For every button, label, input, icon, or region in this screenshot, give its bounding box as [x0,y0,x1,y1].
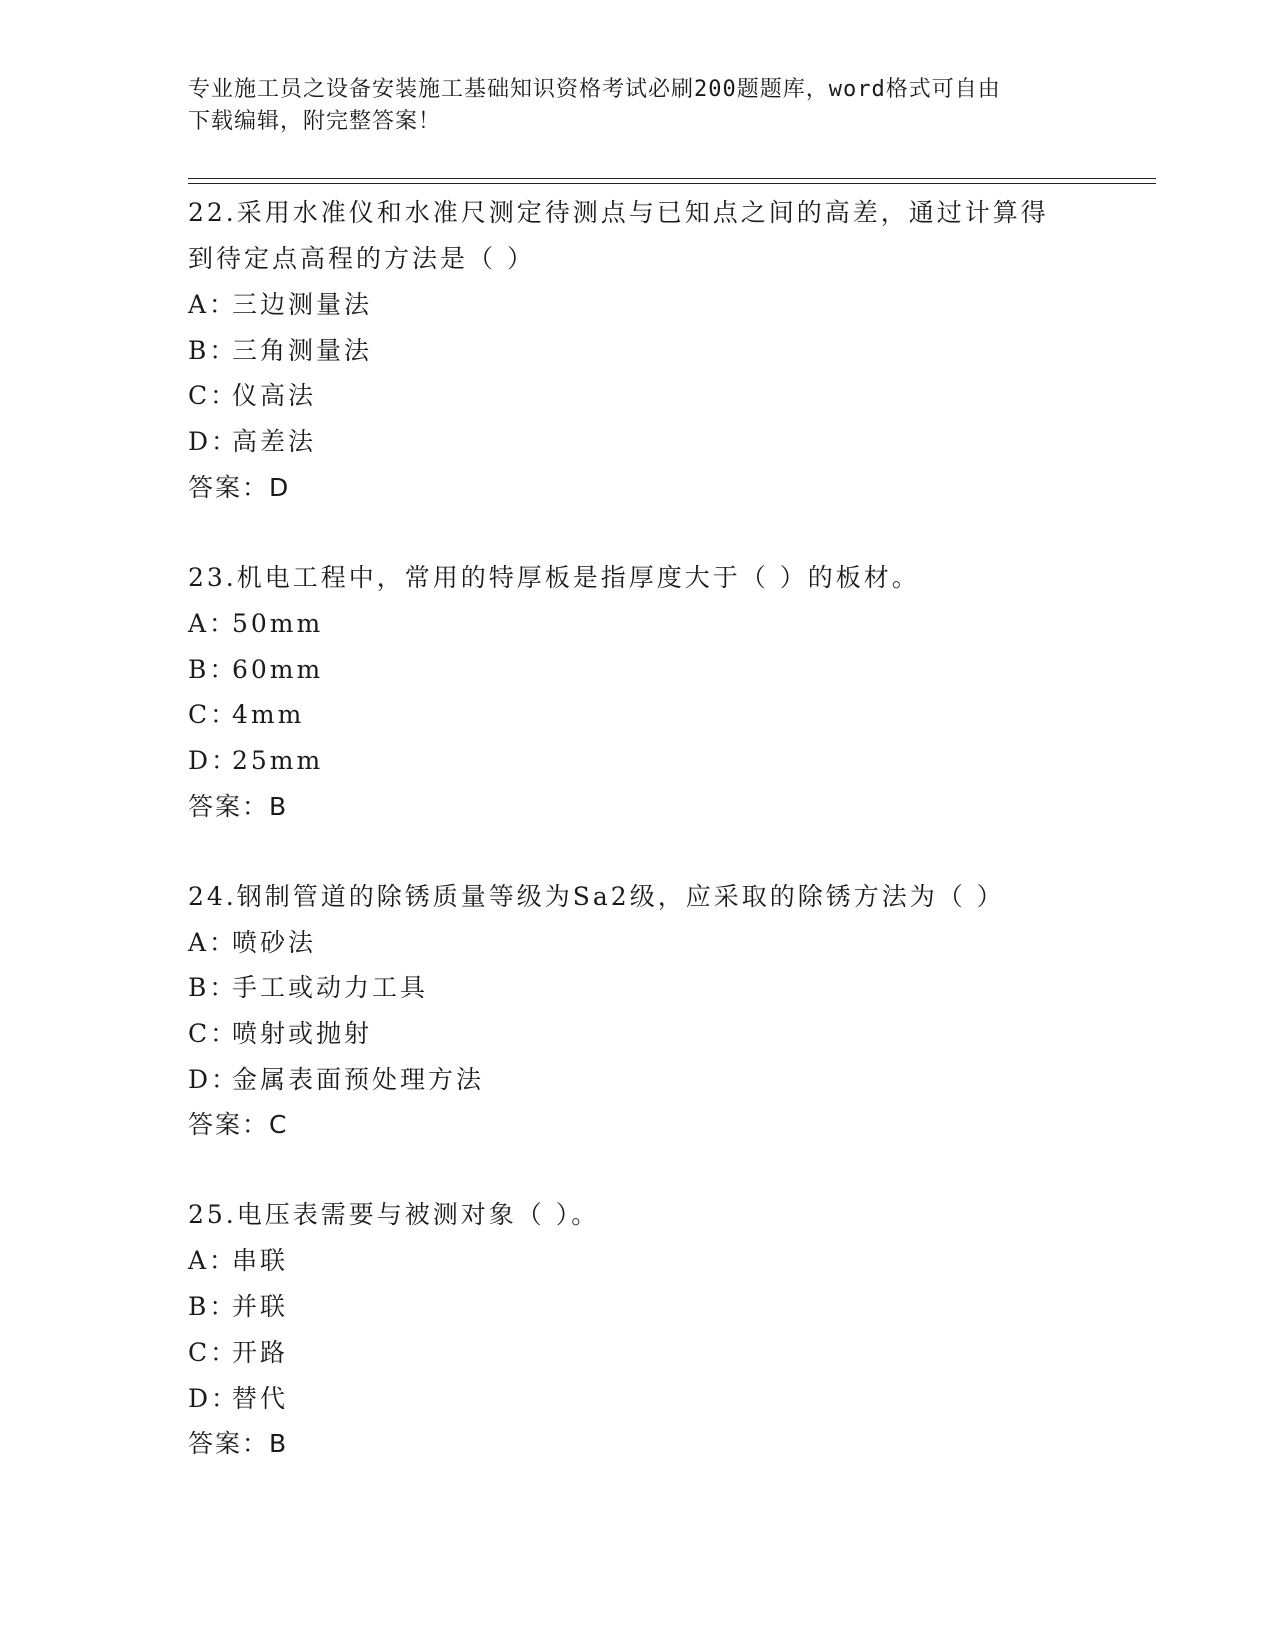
option-letter: C： [188,381,239,411]
option-a [188,920,1088,966]
question-23 [188,555,1088,829]
option-letter: A： [188,608,238,638]
option-letter: A： [188,1246,238,1276]
answer-line: 答案：B [188,1429,289,1459]
option-d [188,1057,1088,1103]
option-b [188,1284,1088,1330]
option-letter: B： [188,973,238,1003]
option-a [188,1238,1088,1284]
option-text: 仪高法 [232,381,317,411]
question-22 [188,190,1088,510]
option-c [188,692,1088,738]
option-text: 串联 [232,1246,289,1276]
option-c [188,1011,1088,1057]
option-letter: C： [188,700,239,730]
option-text: 金属表面预处理方法 [232,1064,485,1094]
option-a [188,282,1088,328]
option-letter: C： [188,1337,239,1367]
option-d [188,738,1088,784]
question-stem: 25.电压表需要与被测对象（ ）。 [188,1200,600,1230]
option-c [188,1330,1088,1376]
option-text: 替代 [232,1383,289,1413]
answer-line: 答案：C [188,1110,289,1140]
option-text: 三边测量法 [232,290,373,319]
document-header [188,74,1068,138]
option-letter: B： [188,654,238,684]
question-stem: 24.钢制管道的除锈质量等级为Sa2级，应采取的除锈方法为（ ） [188,881,1005,911]
question-stem: 22.采用水准仪和水准尺测定待测点与已知点之间的高差，通过计算得 [188,198,1049,227]
option-text: 50mm [232,608,324,638]
option-d [188,1376,1088,1422]
option-c [188,373,1088,419]
option-b [188,647,1088,693]
option-text: 4mm [232,700,305,730]
option-letter: D： [188,745,240,775]
option-d [188,419,1088,465]
option-letter: D： [188,1383,240,1413]
header-divider-top [188,178,1156,179]
option-text: 手工或动力工具 [232,973,429,1003]
answer-line: 答案：D [188,472,291,502]
option-letter: B： [188,335,238,365]
option-text: 喷砂法 [232,927,317,957]
option-b [188,328,1088,374]
question-25 [188,1192,1088,1466]
question-24 [188,874,1088,1148]
header-line-1: 专业施工员之设备安装施工基础知识资格考试必刷200题题库，word格式可自由 [188,77,1001,102]
option-a [188,601,1088,647]
option-text: 三角测量法 [232,335,373,365]
option-text: 并联 [232,1292,289,1322]
option-letter: D： [188,427,240,457]
option-letter: D： [188,1064,240,1094]
option-text: 高差法 [232,427,317,457]
question-stem-continued: 到待定点高程的方法是（ ） [188,244,535,273]
option-text: 60mm [232,654,324,684]
option-text: 开路 [232,1337,289,1367]
option-letter: A： [188,290,238,319]
option-text: 喷射或抛射 [232,1019,373,1049]
option-letter: C： [188,1019,239,1049]
answer-line: 答案：B [188,791,289,821]
question-list [188,190,1088,1511]
option-b [188,965,1088,1011]
question-stem: 23.机电工程中，常用的特厚板是指厚度大于（ ）的板材。 [188,562,920,592]
option-letter: B： [188,1292,238,1322]
option-text: 25mm [232,745,324,775]
option-letter: A： [188,927,238,957]
header-line-2: 下载编辑，附完整答案！ [188,109,442,134]
header-divider-bottom [188,183,1156,184]
